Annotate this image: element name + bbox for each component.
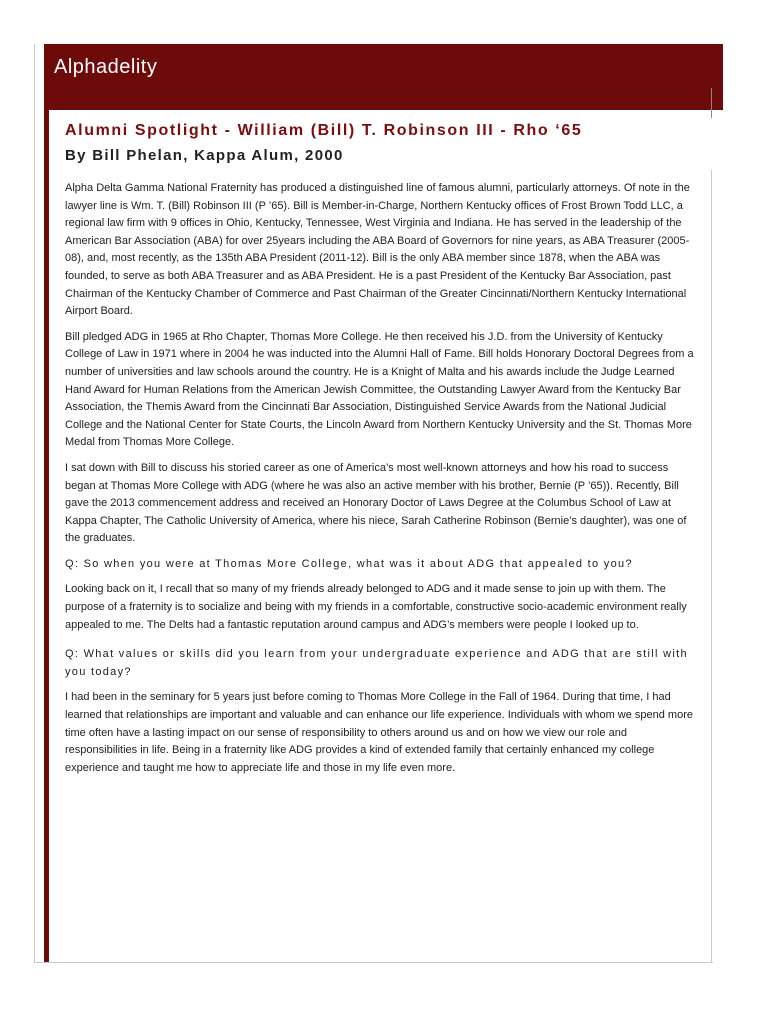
paragraph-intro: Alpha Delta Gamma National Fraternity has produced a distinguished line of famous alumni, particularly attorneys. Of note in the lawyer line is Wm. T. (Bill) Robinson III (P ’65). Bill is Member-in-Charge, Northern Kentucky offices of Frost Brown Todd LLC, a regional law firm with 9 offices in Ohio, Kentucky, Tennessee, West Virginia and Indiana. He has served in the leadership of the American Bar Association (ABA) for over 25years including the ABA Board of Governors for nine years, as ABA Treasurer (2005-08), and, most recently, as the 135th ABA President (2011-12). Bill is the only ABA member since 1878, when the ABA was founded, to serve as both ABA Treasurer and as ABA President. He is a past President of the Kentucky Bar Association, past Chairman of the Kentucky Chamber of Commerce and Past Chairman of the Greater Cincinnati/Northern Kentucky International Airport Board.: [65, 182, 690, 318]
answer-2: I had been in the seminary for 5 years just before coming to Thomas More College in the Fall of 1964. During that time, I had learned that relationships are important and valuable and can enhance our life experience. Individuals with whom we spend more time often have a lasting impact on our sense of responsibility to others around us and on how we view our role and responsibilities in life. Being in a fraternity like ADG provides a kind of extended family that certainly enhanced my college experience and taught me how to appreciate life and those in my life even more.: [65, 691, 693, 774]
article-byline: By Bill Phelan, Kappa Alum, 2000: [65, 147, 344, 164]
answer-1: Looking back on it, I recall that so many of my friends already belonged to ADG and it made sense to join up with them. The purpose of a fraternity is to socialize and being with my friends in a comfortable, constructive socio-academic environment really appealed to me. The Delts had a fantastic reputation around campus and ADG’s members were people I looked up to.: [65, 583, 687, 631]
article-title: Alumni Spotlight - William (Bill) T. Robinson III - Rho ‘65: [65, 122, 583, 139]
paragraph-interview-intro: I sat down with Bill to discuss his storied career as one of America’s most well-known attorneys and how his road to success began at Thomas More College with ADG (where he was also an active member with his brother, Bernie (P ’65)). Recently, Bill gave the 2013 commencement address and received an Honorary Doctor of Laws Degree at the Columbus School of Law at Kappa Chapter, The Catholic University of America, where his niece, Sarah Catherine Robinson (Bernie’s daughter), was one of the graduates.: [65, 461, 687, 545]
article: [65, 120, 697, 785]
question-1: Q: So when you were at Thomas More College, what was it about ADG that appealed to you?: [65, 557, 633, 570]
left-accent-bar: [44, 44, 49, 962]
paragraph-background: Bill pledged ADG in 1965 at Rho Chapter, Thomas More College. He then received his J.D. from the University of Kentucky College of Law in 1971 where in 2004 he was inducted into the Alumni Hall of Fame. Bill holds Honorary Doctoral Degrees from a number of universities and law schools around the country. He is a Knight of Malta and his awards include the Judge Learned Hand Award for Human Relations from the American Jewish Committee, the Outstanding Lawyer Award from the Kentucky Bar Association, the Themis Award from the Cincinnati Bar Association, Distinguished Service Awards from the National Judicial College and the National Center for State Courts, the Lincoln Award from Northern Kentucky University and the St. Thomas More Medal from Thomas More College.: [65, 330, 694, 449]
right-divider: [711, 170, 712, 962]
question-2: Q: What values or skills did you learn from your undergraduate experience and ADG that are still with you today?: [65, 648, 688, 678]
newsletter-title: Alphadelity: [54, 56, 158, 78]
corner-divider: [711, 88, 712, 118]
header-band: [44, 44, 723, 110]
